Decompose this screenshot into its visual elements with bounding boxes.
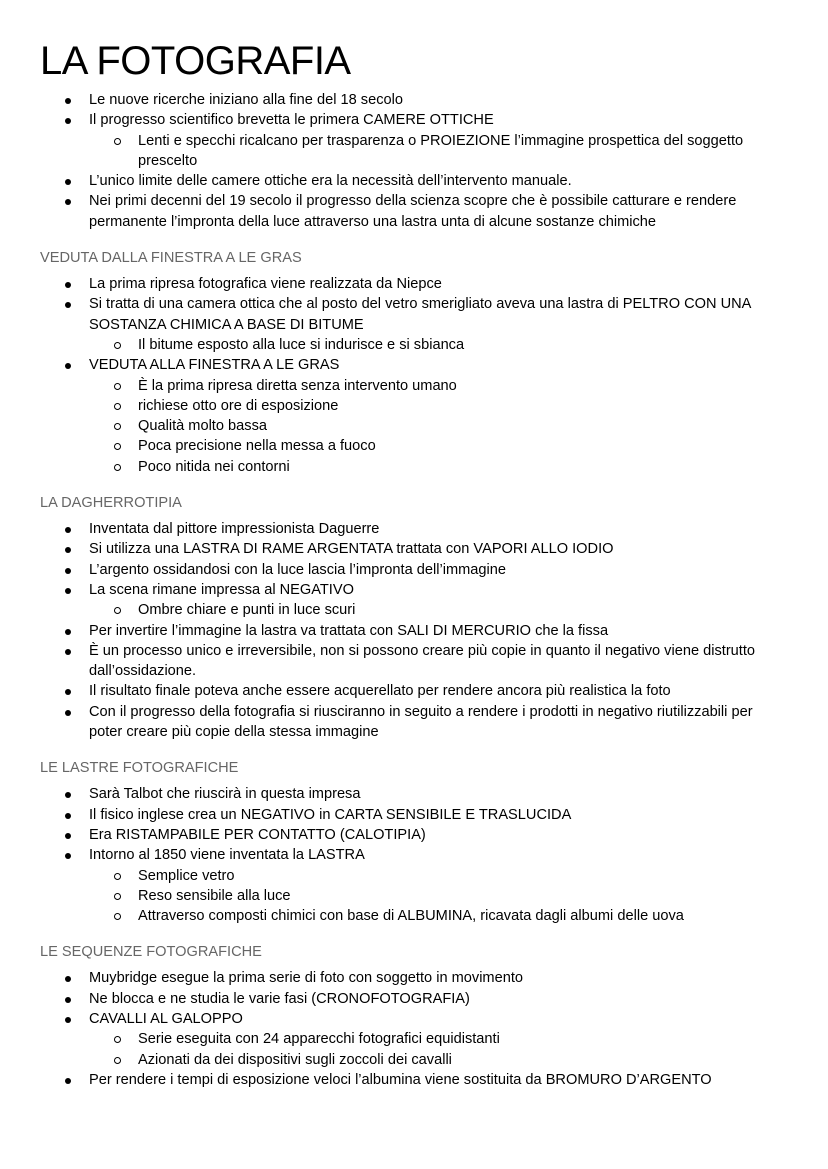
sub-list-item: Attraverso composti chimici con base di ALBUMINA, ricavata dagli albumi delle uova <box>89 906 788 926</box>
sub-list-item: Serie eseguita con 24 apparecchi fotografici equidistanti <box>89 1029 788 1049</box>
page-title: LA FOTOGRAFIA <box>40 39 351 83</box>
sub-list-item: È la prima ripresa diretta senza intervento umano <box>89 376 788 396</box>
section-heading-veduta: VEDUTA DALLA FINESTRA A LE GRAS <box>40 250 302 267</box>
dagherrotipia-list <box>40 519 788 742</box>
section-heading-lastre: LE LASTRE FOTOGRAFICHE <box>40 760 239 777</box>
sub-list-item: Ombre chiare e punti in luce scuri <box>89 600 788 620</box>
list-item <box>40 294 788 355</box>
list-item: Le nuove ricerche iniziano alla fine del 18 secolo <box>40 90 788 110</box>
list-item: Muybridge esegue la prima serie di foto con soggetto in movimento <box>40 968 788 988</box>
list-item: Sarà Talbot che riuscirà in questa impresa <box>40 784 788 804</box>
list-item: Il fisico inglese crea un NEGATIVO in CARTA SENSIBILE E TRASLUCIDA <box>40 805 788 825</box>
list-item: Era RISTAMPABILE PER CONTATTO (CALOTIPIA) <box>40 825 788 845</box>
section-heading-sequenze: LE SEQUENZE FOTOGRAFICHE <box>40 944 262 961</box>
list-item: Per rendere i tempi di esposizione veloci l’albumina viene sostituita da BROMURO D’ARGENTO <box>40 1070 788 1090</box>
sub-list-item: Poco nitida nei contorni <box>89 457 788 477</box>
list-item <box>40 845 788 926</box>
section-heading-dagherrotipia: LA DAGHERROTIPIA <box>40 495 182 512</box>
list-item: Inventata dal pittore impressionista Daguerre <box>40 519 788 539</box>
list-item: Con il progresso della fotografia si riusciranno in seguito a rendere i prodotti in negativo riutilizzabili per poter creare più copie della stessa immagine <box>40 702 788 743</box>
sub-list-item: Lenti e specchi ricalcano per trasparenza o PROIEZIONE l’immagine prospettica del soggetto prescelto <box>89 131 788 172</box>
sub-list <box>89 1029 788 1070</box>
list-item: Nei primi decenni del 19 secolo il progresso della scienza scopre che è possibile catturare e rendere permanente l’impronta della luce attraverso una lastra unta di alcune sostanze chimiche <box>40 191 788 232</box>
lastre-list <box>40 784 788 926</box>
list-item: Il risultato finale poteva anche essere acquerellato per rendere ancora più realistica la foto <box>40 681 788 701</box>
veduta-list <box>40 274 788 477</box>
intro-list <box>40 90 788 232</box>
list-item <box>40 355 788 477</box>
list-item: Ne blocca e ne studia le varie fasi (CRONOFOTOGRAFIA) <box>40 989 788 1009</box>
sub-list-item: richiese otto ore di esposizione <box>89 396 788 416</box>
list-item-text: Si tratta di una camera ottica che al posto del vetro smerigliato aveva una lastra di PELTRO CON UNA SOSTANZA CHIMICA A BASE DI BITUME <box>89 296 751 333</box>
list-item: L’unico limite delle camere ottiche era la necessità dell’intervento manuale. <box>40 171 788 191</box>
list-item <box>40 580 788 621</box>
list-item: È un processo unico e irreversibile, non si possono creare più copie in quanto il negativo viene distrutto dall’ossidazione. <box>40 641 788 682</box>
list-item: Si utilizza una LASTRA DI RAME ARGENTATA trattata con VAPORI ALLO IODIO <box>40 539 788 559</box>
list-item: Per invertire l’immagine la lastra va trattata con SALI DI MERCURIO che la fissa <box>40 621 788 641</box>
list-item-text: La scena rimane impressa al NEGATIVO <box>89 581 354 598</box>
sub-list <box>89 335 788 355</box>
sub-list <box>89 131 788 172</box>
sub-list-item: Il bitume esposto alla luce si indurisce e si sbianca <box>89 335 788 355</box>
sub-list <box>89 866 788 927</box>
list-item-text: Il progresso scientifico brevetta le primera CAMERE OTTICHE <box>89 112 494 129</box>
list-item <box>40 1009 788 1070</box>
sub-list-item: Azionati da dei dispositivi sugli zoccoli dei cavalli <box>89 1050 788 1070</box>
sub-list <box>89 600 788 620</box>
sequenze-list <box>40 968 788 1090</box>
sub-list-item: Semplice vetro <box>89 866 788 886</box>
list-item: L’argento ossidandosi con la luce lascia l’impronta dell’immagine <box>40 560 788 580</box>
list-item-text: CAVALLI AL GALOPPO <box>89 1010 243 1027</box>
sub-list-item: Qualità molto bassa <box>89 416 788 436</box>
list-item-text: Intorno al 1850 viene inventata la LASTRA <box>89 847 365 864</box>
list-item: La prima ripresa fotografica viene realizzata da Niepce <box>40 274 788 294</box>
sub-list-item: Reso sensibile alla luce <box>89 886 788 906</box>
list-item-text: VEDUTA ALLA FINESTRA A LE GRAS <box>89 357 340 374</box>
sub-list-item: Poca precisione nella messa a fuoco <box>89 436 788 456</box>
sub-list <box>89 376 788 477</box>
list-item <box>40 110 788 171</box>
